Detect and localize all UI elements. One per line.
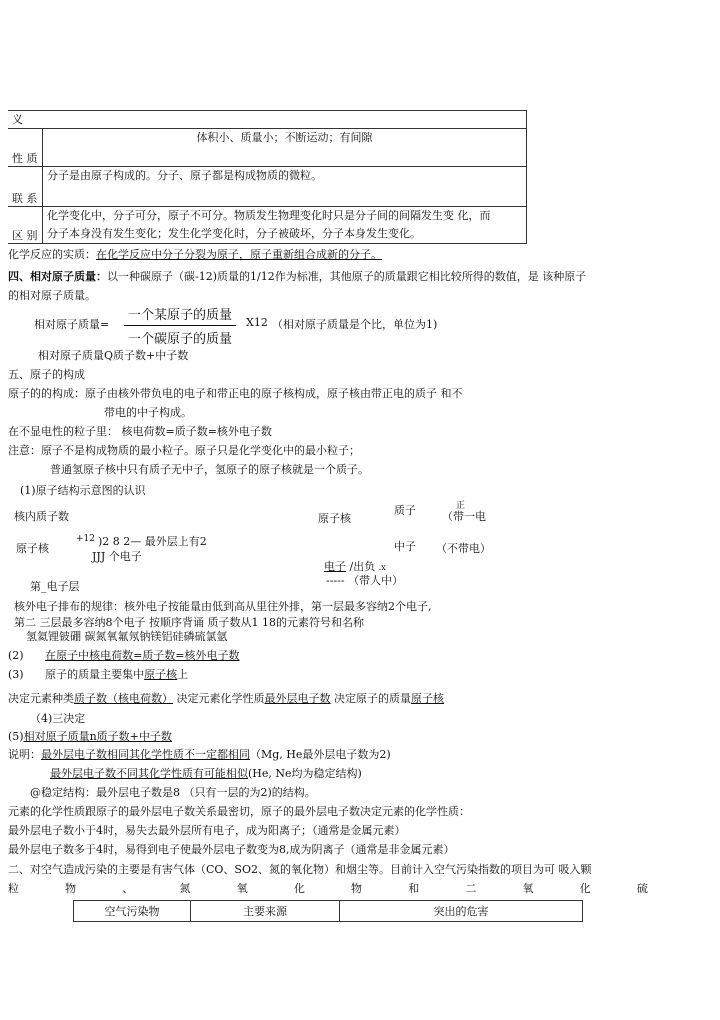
pollution-table: [73, 900, 583, 922]
air-word: 化: [293, 882, 305, 895]
shell-marks: JJJ 个电子: [92, 550, 142, 563]
item3-prefix: 原子的质量主要集中: [45, 668, 145, 681]
essence-line: [8, 246, 382, 262]
section5-sub1: (1)原子结构示意图的认识: [20, 484, 146, 497]
item3: [8, 666, 188, 682]
section4-text2: 的相对原子质量。: [8, 289, 96, 302]
formula-label: 相对原子质量=: [34, 318, 110, 331]
air-word: 氧: [236, 882, 248, 895]
explain-suffix: （Mg, He最外层电子数为2): [250, 748, 391, 761]
item3-num: (3): [8, 668, 24, 681]
pollution-header-pollutant: 空气污染物: [74, 901, 191, 922]
item5: [8, 728, 172, 744]
arrangement-cut: 第二 三层最多容纳8个电子 按顺序背诵 质子数从1 18的元素符号和名称: [14, 616, 364, 629]
formula-denominator: 一个碳原子的质量: [127, 332, 232, 347]
row-qubie-line2: 分子本身没有发生变化；发生化学变化时，分子被破坏，分子本身发生变化。: [47, 227, 421, 240]
air-line1: 二、对空气造成污染的主要是有害气体（CO、SO2、氮的氧化物）和烟尘等。目前计入空气污染指数的项目为可 吸入颗: [8, 863, 592, 876]
electron-cut-line: ----- （带人中）: [326, 574, 404, 587]
item5-num: (5): [8, 730, 24, 743]
air-word: 物: [351, 882, 363, 895]
row-yi-label: 义: [8, 111, 527, 129]
section5-line5: 普通氢原子核中只有质子无中子，氢原子的原子核就是一个质子。: [50, 463, 369, 476]
air-word: 粒: [8, 882, 19, 895]
section5-line1: 原子的的构成：原子由核外带负电的电子和带正电的原子核构成，原子核由带正电的质子 和不: [8, 387, 463, 400]
explain-underlined: 最外层电子数相同其化学性质不一定都相同: [41, 748, 250, 761]
item3-suffix: 上: [177, 668, 189, 681]
row-qubie-line1: 化学变化中，分子可分，原子不可分。物质发生物理变化时只是分子间的间隔发生变 化，而: [47, 209, 491, 222]
row-qubie-text: [43, 207, 527, 244]
formula-approx: 相对原子质量Q质子数+中子数: [38, 349, 189, 362]
item5-text: 相对原子质量n质子数+中子数: [23, 730, 172, 743]
air-word: 硫: [636, 882, 648, 895]
atomic-nucleus-label: 原子核: [318, 512, 351, 525]
nucleus-charge: +12: [76, 534, 95, 544]
three-decisions: [8, 690, 444, 706]
row-xingzhi-text: 体积小、质量小；不断运动；有间隙: [43, 129, 527, 167]
formula-fraction: [124, 304, 236, 347]
section4-heading: 四、相对原子质量：: [8, 270, 107, 283]
chemical-property: 元素的化学性质跟原子的最外层电子数关系最密切，原子的最外层电子数决定元素的化学性质：: [8, 805, 470, 818]
lose-electrons: 最外层电子数小于4时，易失去最外层所有电子，成为阳离子；（通常是金属元素）: [8, 824, 406, 837]
decide-b: 质子数（核电荷数）: [74, 692, 173, 705]
air-word: 氮: [179, 882, 191, 895]
arrangement-rule: 核外电子排布的规律：核外电子按能量由低到高从里往外排，第一层最多容纳2个电子,: [14, 600, 432, 613]
item2-num: (2): [8, 649, 24, 662]
electron-mark: .x: [378, 563, 386, 572]
section4-text1: 以一种碳原子（碳-12)质量的1/12作为标准，其他原子的质量跟它相比较所得的数值，是 该种原子: [107, 270, 587, 283]
air-word: 二: [465, 882, 477, 895]
pollution-header-harm: 突出的危害: [340, 901, 583, 922]
section5-line3: 在不显电性的粒子里： 核电荷数=质子数=核外电子数: [8, 425, 272, 438]
stable-structure: @稳定结构：最外层电子数是8 （只有一层的为2)的结构。: [30, 786, 316, 799]
item2: [8, 647, 240, 663]
item3-underlined: 原子核: [144, 668, 178, 681]
section5-line2: 带电的中子构成。: [104, 406, 192, 419]
nucleus-label: 原子核: [16, 542, 49, 555]
explain2-suffix: (He, Ne均为稳定结构): [248, 767, 362, 780]
neutron-charge: （不带电）: [436, 542, 491, 555]
gain-electrons: 最外层电子数多于4时，易得到电子使最外层电子数变为8,成为阴离子（通常是非金属元素）: [8, 843, 455, 856]
decide-d: 最外层电子数: [264, 692, 331, 705]
formula-note: （相对原子质量是个比，单位为1): [272, 318, 438, 331]
explain-line1: [8, 746, 391, 762]
section4-line1: [8, 268, 586, 284]
electron-layer-label: 第_电子层: [30, 580, 80, 593]
decide-e: 决定原子的质量: [330, 692, 411, 705]
neutron-label: 中子: [394, 540, 416, 553]
proton-charge: （带一电: [442, 510, 486, 523]
explain-line2: [50, 765, 362, 781]
air-word: 化: [579, 882, 591, 895]
electron-charge: /出负: [349, 560, 376, 573]
explain2-underlined: 最外层电子数不同其化学性质有可能相似: [50, 767, 248, 780]
proton-label: 质子: [394, 504, 416, 517]
row-lianxi-text: 分子是由原子构成的。分子、原子都是构成物质的微粒。: [43, 167, 527, 207]
fraction-bar: [124, 325, 236, 326]
air-word: 和: [408, 882, 420, 895]
row-lianxi-label: 联 系: [8, 167, 43, 207]
air-word: 、: [122, 882, 134, 895]
decide-a: 决定元素种类: [8, 692, 74, 705]
formula-multiplier: X12: [246, 316, 268, 329]
electron-label: 电子: [324, 560, 346, 573]
nucleus-protons-label: 核内质子数: [14, 510, 69, 523]
essence-prefix: 化学反应的实质：: [8, 248, 96, 261]
formula-numerator: 一个某原子的质量: [127, 308, 232, 323]
section5-line4: 注意：原子不是构成物质的最小粒子。原子只是化学变化中的最小粒子；: [8, 444, 360, 457]
row-xingzhi-label: 性 质: [8, 129, 43, 167]
air-line2: [8, 880, 648, 896]
proton-charge-mark: 正: [456, 501, 466, 511]
air-word: 物: [65, 882, 77, 895]
decide-c: 决定元素化学性质: [173, 692, 265, 705]
air-word: 氧: [522, 882, 534, 895]
section5-heading: 五、原子的构成: [8, 368, 85, 381]
decide-f: 原子核: [411, 692, 444, 705]
shell-numbers: )2 8 2— 最外层上有2: [98, 535, 207, 548]
essence-text: 在化学反应中分子分裂为原子，原子重新组合成新的分子。: [96, 248, 382, 261]
element-names: 氢氦锂铍硼 碳氮氧氟氖钠镁铝硅磷硫氯氩: [26, 630, 228, 643]
pollution-header-source: 主要来源: [191, 901, 340, 922]
properties-table: [8, 110, 527, 244]
item4: （4)三决定: [30, 712, 86, 725]
explain-prefix: 说明：: [8, 748, 41, 761]
row-qubie-label: 区 别: [8, 207, 43, 244]
item2-text: 在原子中核电荷数=质子数=核外电子数: [45, 649, 240, 662]
